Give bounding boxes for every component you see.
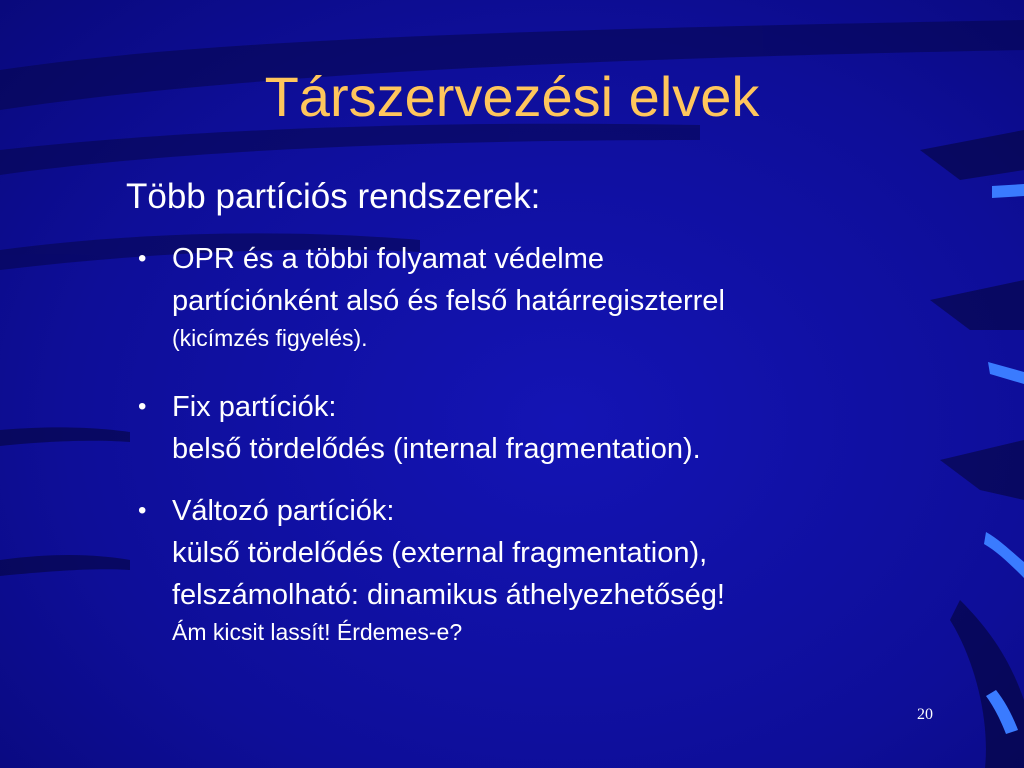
bullet-dot: • [138,497,147,524]
bullet-line: Változó partíciók: [172,495,395,527]
page-number: 20 [917,706,933,723]
bullet-note: (kicímzés figyelés). [172,325,368,351]
slide-title: Társzervezési elvek [264,65,760,128]
bullet-line: partíciónként alsó és felső határregiszterrel [172,285,725,317]
bullet-dot: • [138,393,147,420]
bullet-dot: • [138,245,147,272]
bullet-line: külső tördelődés (external fragmentation), [172,537,708,569]
section-heading: Több partíciós rendszerek: [126,177,541,216]
bullet-line: Fix partíciók: [172,391,337,423]
bullet-line: felszámolható: dinamikus áthelyezhetőség! [172,579,725,611]
bullet-note: Ám kicsit lassít! Érdemes-e? [172,619,463,645]
bullet-line: belső tördelődés (internal fragmentation). [172,433,701,465]
bullet-line: OPR és a többi folyamat védelme [172,243,604,275]
